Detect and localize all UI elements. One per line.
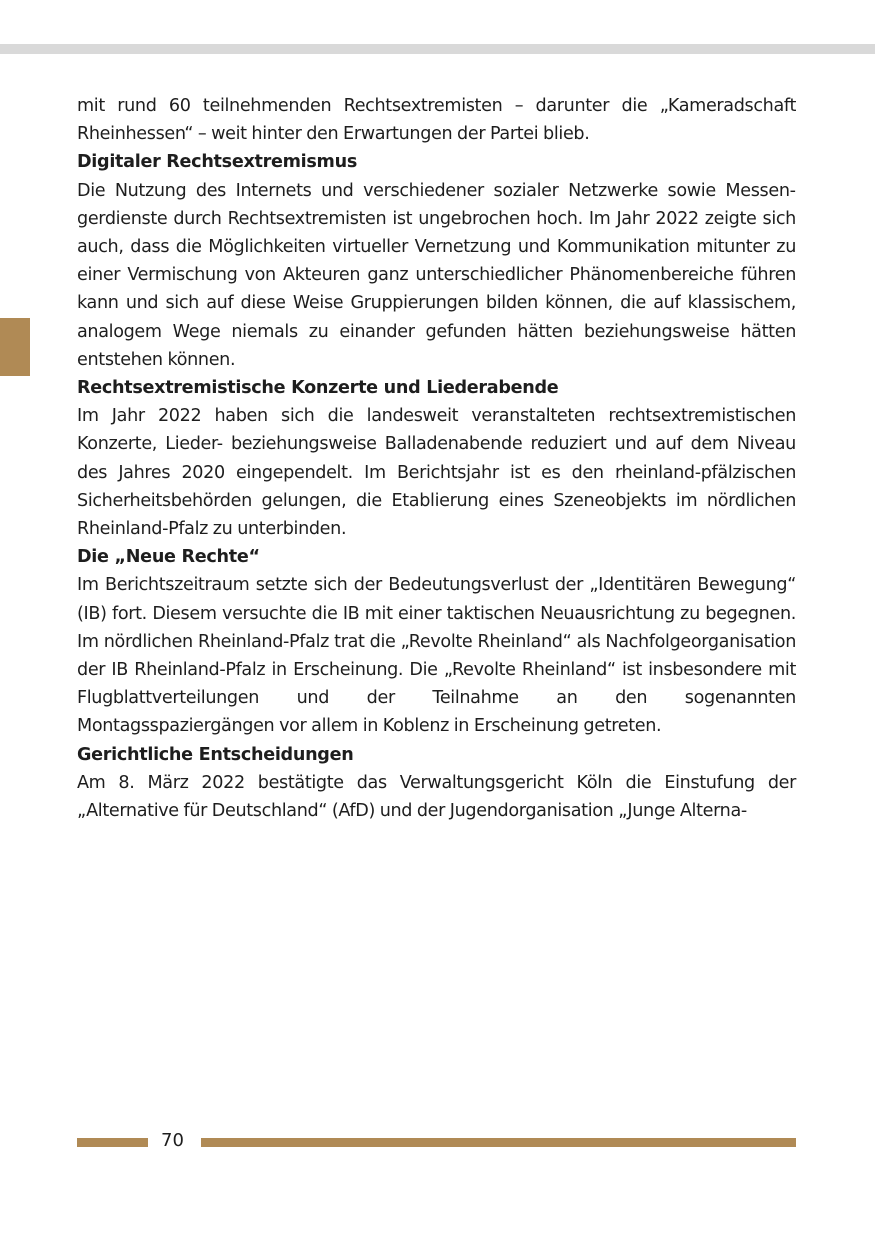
- page-content: [77, 92, 796, 825]
- header-rule: [0, 44, 875, 54]
- paragraph-court-decisions: Am 8. März 2022 bestätigte das Verwaltungsgericht Köln die Einstufung der „Alternative für Deutschland“ (AfD) und der Jugendorganisation „Junge Alterna-: [77, 772, 796, 822]
- heading-concerts: Rechtsextremistische Konzerte und Liederabende: [77, 378, 559, 399]
- intro-paragraph: mit rund 60 teilnehmenden Rechtsextremisten – darunter die „Kameradschaft Rheinhessen“ – weit hinter den Erwartungen der Partei blieb.: [77, 96, 796, 145]
- paragraph-digital-extremism: Die Nutzung des Internets und verschiedener sozialer Netzwerke sowie Messengerdienste durch Rechtsextremisten ist ungebrochen hoch. Im Jahr 2022 zeigte sich auch, dass die Möglichkeiten virtueller Vernetzung und Kommunikation mitunter zu einer Vermischung von Akteuren ganz unterschiedlicher Phänomenbereiche führen kann und sich auf diese Weise Gruppierungen bilden können, die auf klassischem, analogem Wege niemals zu einander gefunden hätten beziehungsweise hätten entstehen können.: [77, 180, 796, 370]
- heading-digital-extremism: Digitaler Rechtsextremismus: [77, 152, 357, 173]
- page-footer: [77, 1129, 796, 1153]
- paragraph-new-right: Im Berichtszeitraum setzte sich der Bedeutungsverlust der „Identitären Bewegung“ (IB) fort. Diesem versuchte die IB mit einer taktischen Neuausrichtung zu begegnen. Im nördlichen Rheinland-Pfalz trat die „Revolte Rheinland“ als Nachfolgeorganisation der IB Rheinland-Pfalz in Erscheinung. Die „Revolte Rheinland“ ist insbesondere mit Flugblattverteilungen und der Teilnahme an den sogenannten Montagsspaziergängen vor allem in Koblenz in Erscheinung getreten.: [77, 575, 796, 737]
- heading-new-right: Die „Neue Rechte“: [77, 547, 260, 568]
- footer-bar-left: [77, 1138, 148, 1147]
- chapter-marker-tab: [0, 318, 30, 376]
- footer-bar-right: [201, 1138, 796, 1147]
- heading-court-decisions: Gerichtliche Entscheidungen: [77, 744, 354, 765]
- paragraph-concerts: Im Jahr 2022 haben sich die landesweit veranstalteten rechtsextremistischen Konzerte, Lieder- beziehungsweise Balladenabende reduziert und auf dem Niveau des Jahres 2020 eingependelt. Im Berichtsjahr ist es den rheinland-pfälzischen Sicherheitsbehörden gelungen, die Etablierung eines Szeneobjekts im nördlichen Rheinland-Pfalz zu unterbinden.: [77, 406, 796, 540]
- page-number: 70: [161, 1130, 184, 1151]
